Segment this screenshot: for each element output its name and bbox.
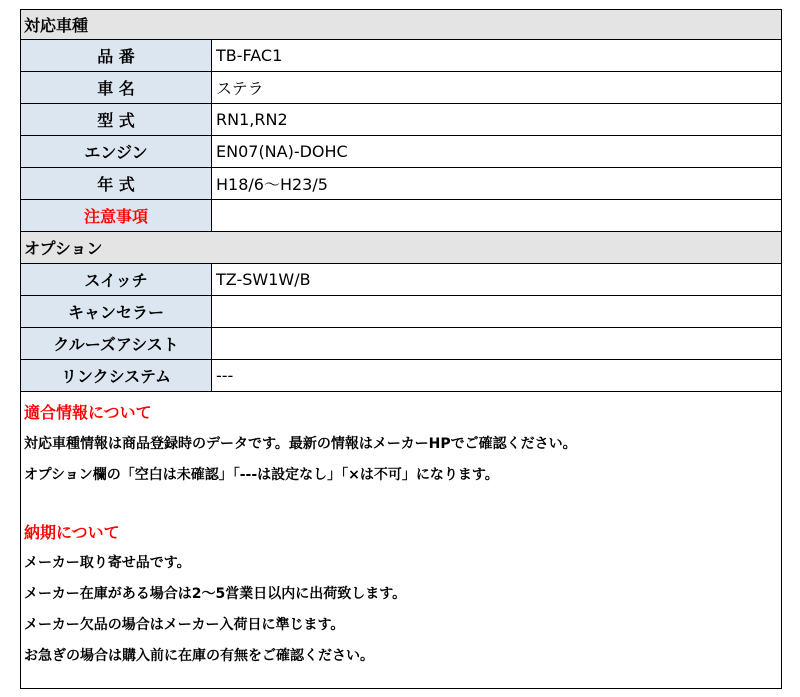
cruise-assist-value bbox=[212, 328, 781, 359]
switch-label: スイッチ bbox=[21, 264, 212, 295]
compat-section-title: 対応車種 bbox=[24, 16, 89, 35]
delivery-heading: 納期について bbox=[24, 523, 120, 542]
engine-label: エンジン bbox=[21, 136, 212, 167]
compat-row-notes bbox=[21, 200, 781, 232]
cruise-assist-label: クルーズアシスト bbox=[21, 328, 212, 359]
compat-row-engine bbox=[21, 136, 781, 168]
notes-label: 注意事項 bbox=[21, 200, 212, 231]
options-section-header bbox=[21, 232, 781, 264]
compat-section-header bbox=[21, 10, 781, 40]
fit-info-line-1: 対応車種情報は商品登録時のデータです。最新の情報はメーカーHPでご確認ください。 bbox=[24, 436, 577, 452]
option-row-link-system bbox=[21, 360, 781, 392]
option-row-canceller bbox=[21, 296, 781, 328]
notes-value bbox=[212, 200, 781, 231]
switch-value: TZ-SW1W/B bbox=[216, 270, 311, 289]
link-system-label: リンクシステム bbox=[21, 360, 212, 391]
link-system-value: --- bbox=[216, 366, 234, 385]
compat-row-model-code bbox=[21, 104, 781, 136]
options-section-title: オプション bbox=[24, 239, 103, 258]
compat-row-part-number bbox=[21, 40, 781, 72]
option-row-cruise-assist bbox=[21, 328, 781, 360]
option-row-switch bbox=[21, 264, 781, 296]
compat-row-year bbox=[21, 168, 781, 200]
fit-info-line-2: オプション欄の「空白は未確認」「---は設定なし」「×は不可」になります。 bbox=[24, 467, 499, 483]
delivery-line-3: メーカー欠品の場合はメーカー入荷日に準じます。 bbox=[24, 617, 345, 633]
engine-value: EN07(NA)-DOHC bbox=[216, 142, 348, 161]
compatibility-sheet bbox=[20, 9, 782, 689]
delivery-line-2: メーカー在庫がある場合は2〜5営業日以内に出荷致します。 bbox=[24, 586, 407, 602]
model-code-label: 型 式 bbox=[21, 104, 212, 135]
car-name-label: 車 名 bbox=[21, 72, 212, 103]
delivery-line-4: お急ぎの場合は購入前に在庫の有無をご確認ください。 bbox=[24, 648, 374, 664]
delivery-line-1: メーカー取り寄せ品です。 bbox=[24, 555, 191, 571]
part-number-label: 品 番 bbox=[21, 40, 212, 71]
canceller-value bbox=[212, 296, 781, 327]
compat-row-car-name bbox=[21, 72, 781, 104]
part-number-value: TB-FAC1 bbox=[216, 46, 283, 65]
canceller-label: キャンセラー bbox=[21, 296, 212, 327]
model-code-value: RN1,RN2 bbox=[216, 110, 288, 129]
car-name-value: ステラ bbox=[216, 79, 264, 98]
year-label: 年 式 bbox=[21, 168, 212, 199]
fit-info-heading: 適合情報について bbox=[24, 403, 152, 422]
year-value: H18/6〜H23/5 bbox=[216, 175, 328, 194]
